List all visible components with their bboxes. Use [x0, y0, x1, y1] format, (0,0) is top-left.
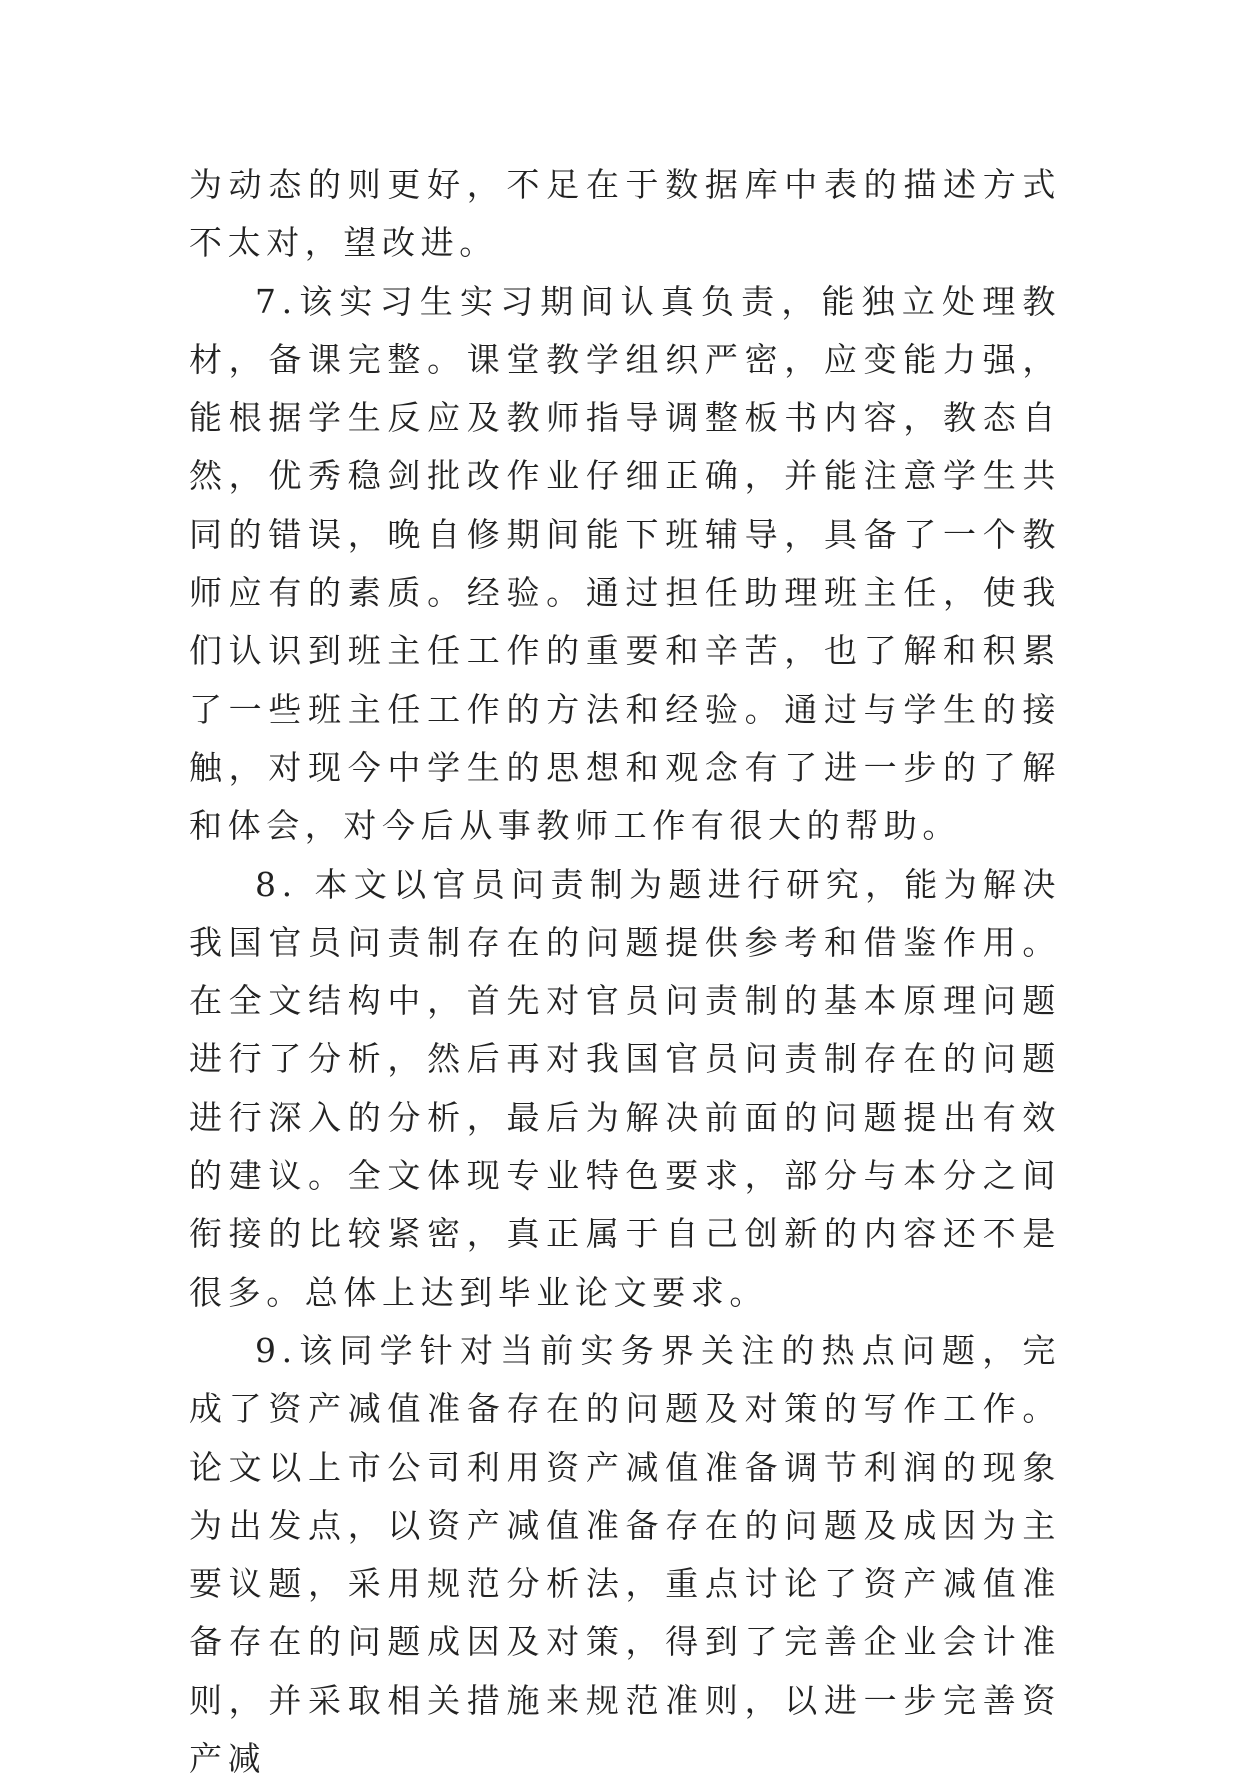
paragraph-item-7: 7.该实习生实习期间认真负责，能独立处理教材，备课完整。课堂教学组织严密，应变能力强，能根据学生反应及教师指导调整板书内容，教态自然，优秀稳剑批改作业仔细正确，并能注意学生共同的错误，晚自修期间能下班辅导，具备了一个教师应有的素质。经验。通过担任助理班主任，使我们认识到班主任工作的重要和辛苦，也了解和积累了一些班主任工作的方法和经验。通过与学生的接触，对现今中学生的思想和观念有了进一步的了解和体会，对今后从事教师工作有很大的帮助。 — [189, 281, 1061, 846]
paragraph-item-8: 8. 本文以官员问责制为题进行研究，能为解决我国官员问责制存在的问题提供参考和借鉴作用。在全文结构中，首先对官员问责制的基本原理问题进行了分析，然后再对我国官员问责制存在的问题进行深入的分析，最后为解决前面的问题提出有效的建议。全文体现专业特色要求，部分与本分之间衔接的比较紧密，真正属于自己创新的内容还不是很多。总体上达到毕业论文要求。 — [189, 864, 1061, 1312]
body-text — [189, 156, 1061, 1788]
paragraph-continuation: 为动态的则更好，不足在于数据库中表的描述方式不太对，望改进。 — [189, 165, 1061, 263]
paragraph-item-9: 9.该同学针对当前实务界关注的热点问题，完成了资产减值准备存在的问题及对策的写作工作。论文以上市公司利用资产减值准备调节利润的现象为出发点，以资产减值准备存在的问题及成因为主要议题，采用规范分析法，重点讨论了资产减值准备存在的问题成因及对策，得到了完善企业会计准则，并采取相关措施来规范准则，以进一步完善资产减 — [189, 1330, 1061, 1779]
